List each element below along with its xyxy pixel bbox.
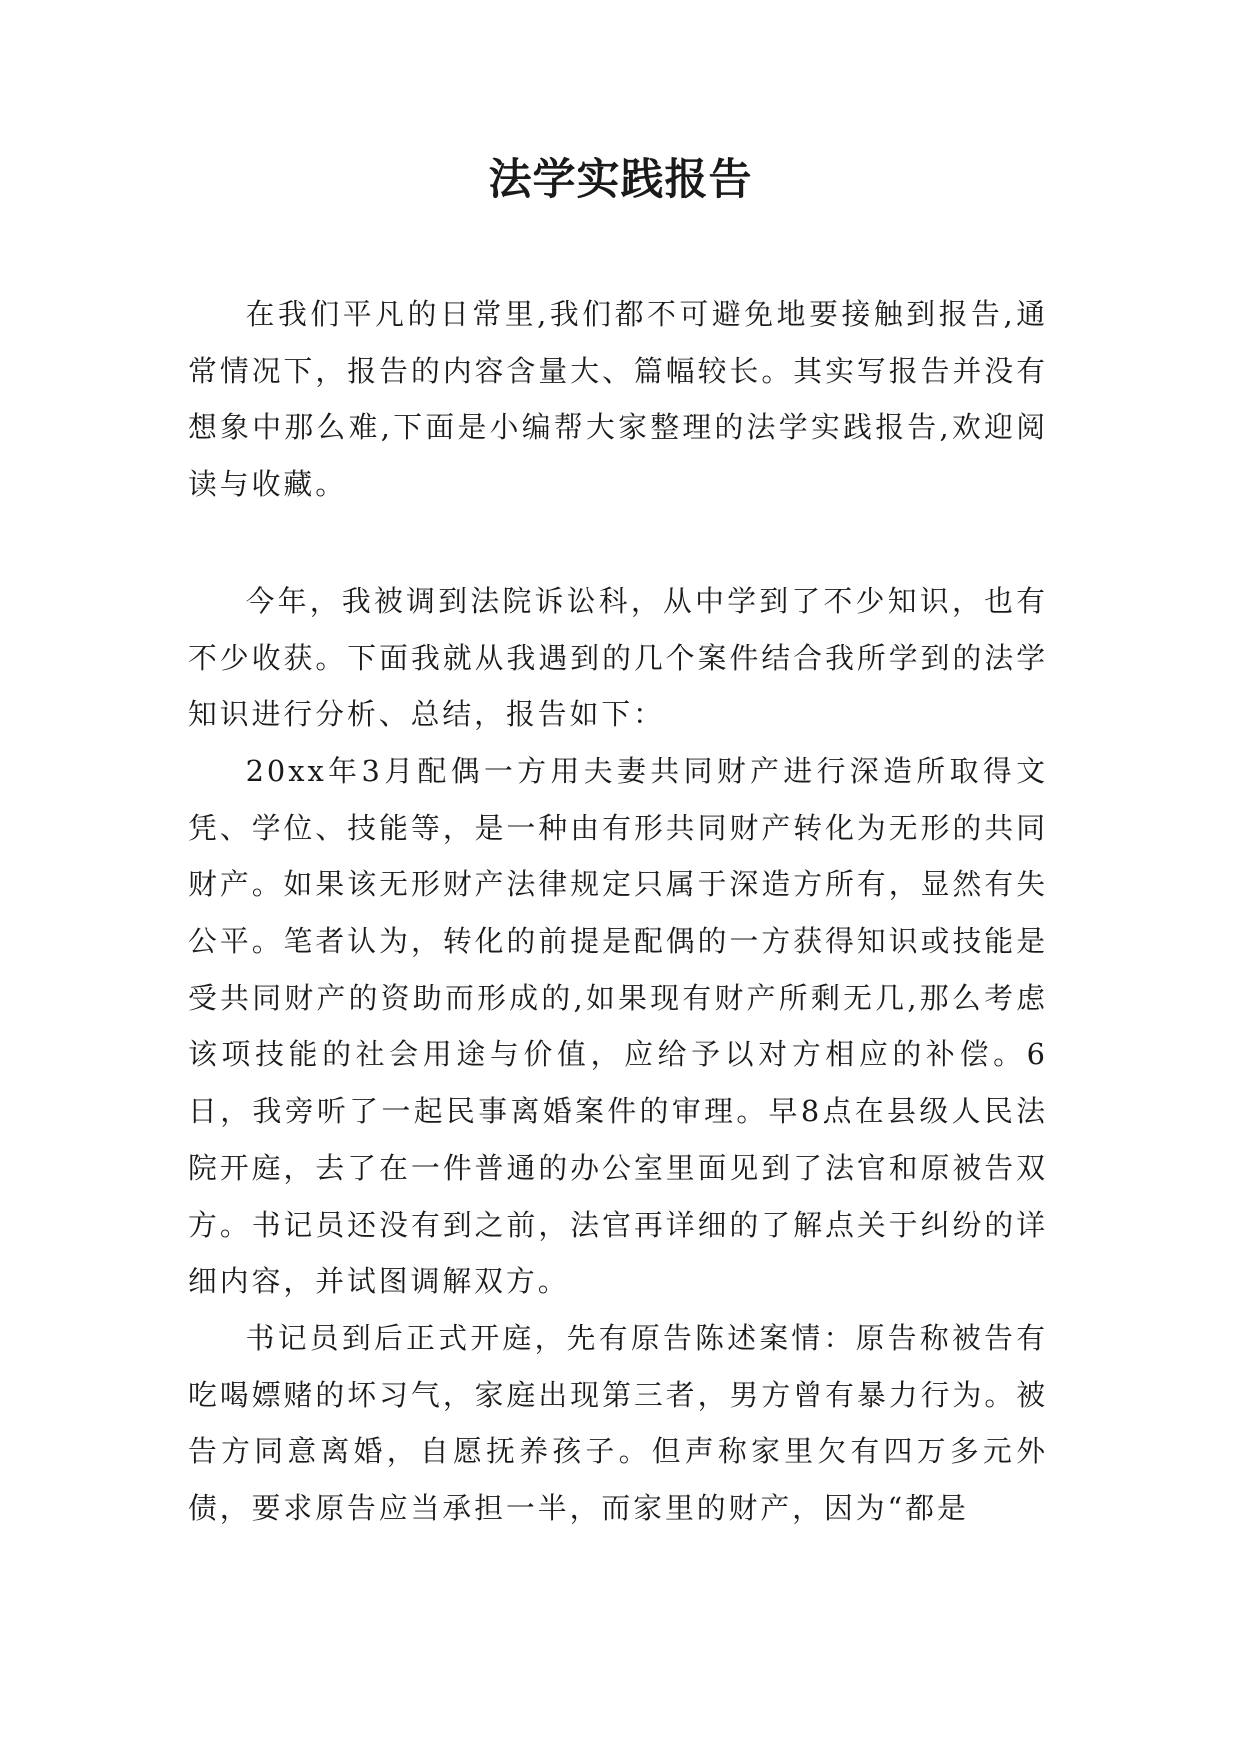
paragraph-gap: [188, 513, 1048, 573]
document-title: 法学实践报告: [488, 155, 753, 205]
body-paragraph: 书记员到后正式开庭，先有原告陈述案情：原告称被告有吃喝嫖赌的坏习气，家庭出现第三者，男方曾有暴力行为。被告方同意离婚，自愿抚养孩子。但声称家里欠有四万多元外债，要求原告应当承担一半，而家里的财产，因为“都是: [188, 1320, 1048, 1526]
document-body: [188, 286, 1048, 1537]
body-paragraph: 今年，我被调到法院诉讼科，从中学到了不少知识，也有不少收获。下面我就从我遇到的几个案件结合我所学到的法学知识进行分析、总结，报告如下：: [188, 583, 1048, 732]
body-paragraph: 20xx年3月配偶一方用夫妻共同财产进行深造所取得文凭、学位、技能等，是一种由有形共同财产转化为无形的共同财产。如果该无形财产法律规定只属于深造方所有，显然有失公平。笔者认为，转化的前提是配偶的一方获得知识或技能是受共同财产的资助而形成的,如果现有财产所剩无几,那么考虑该项技能的社会用途与价值，应给予以对方相应的补偿。6日，我旁听了一起民事离婚案件的审理。早8点在县级人民法院开庭，去了在一件普通的办公室里面见到了法官和原被告双方。书记员还没有到之前，法官再详细的了解点关于纠纷的详细内容，并试图调解双方。: [188, 753, 1048, 1299]
intro-paragraph: 在我们平凡的日常里,我们都不可避免地要接触到报告,通常情况下，报告的内容含量大、篇幅较长。其实写报告并没有想象中那么难,下面是小编帮大家整理的法学实践报告,欢迎阅读与收藏。: [188, 297, 1048, 502]
